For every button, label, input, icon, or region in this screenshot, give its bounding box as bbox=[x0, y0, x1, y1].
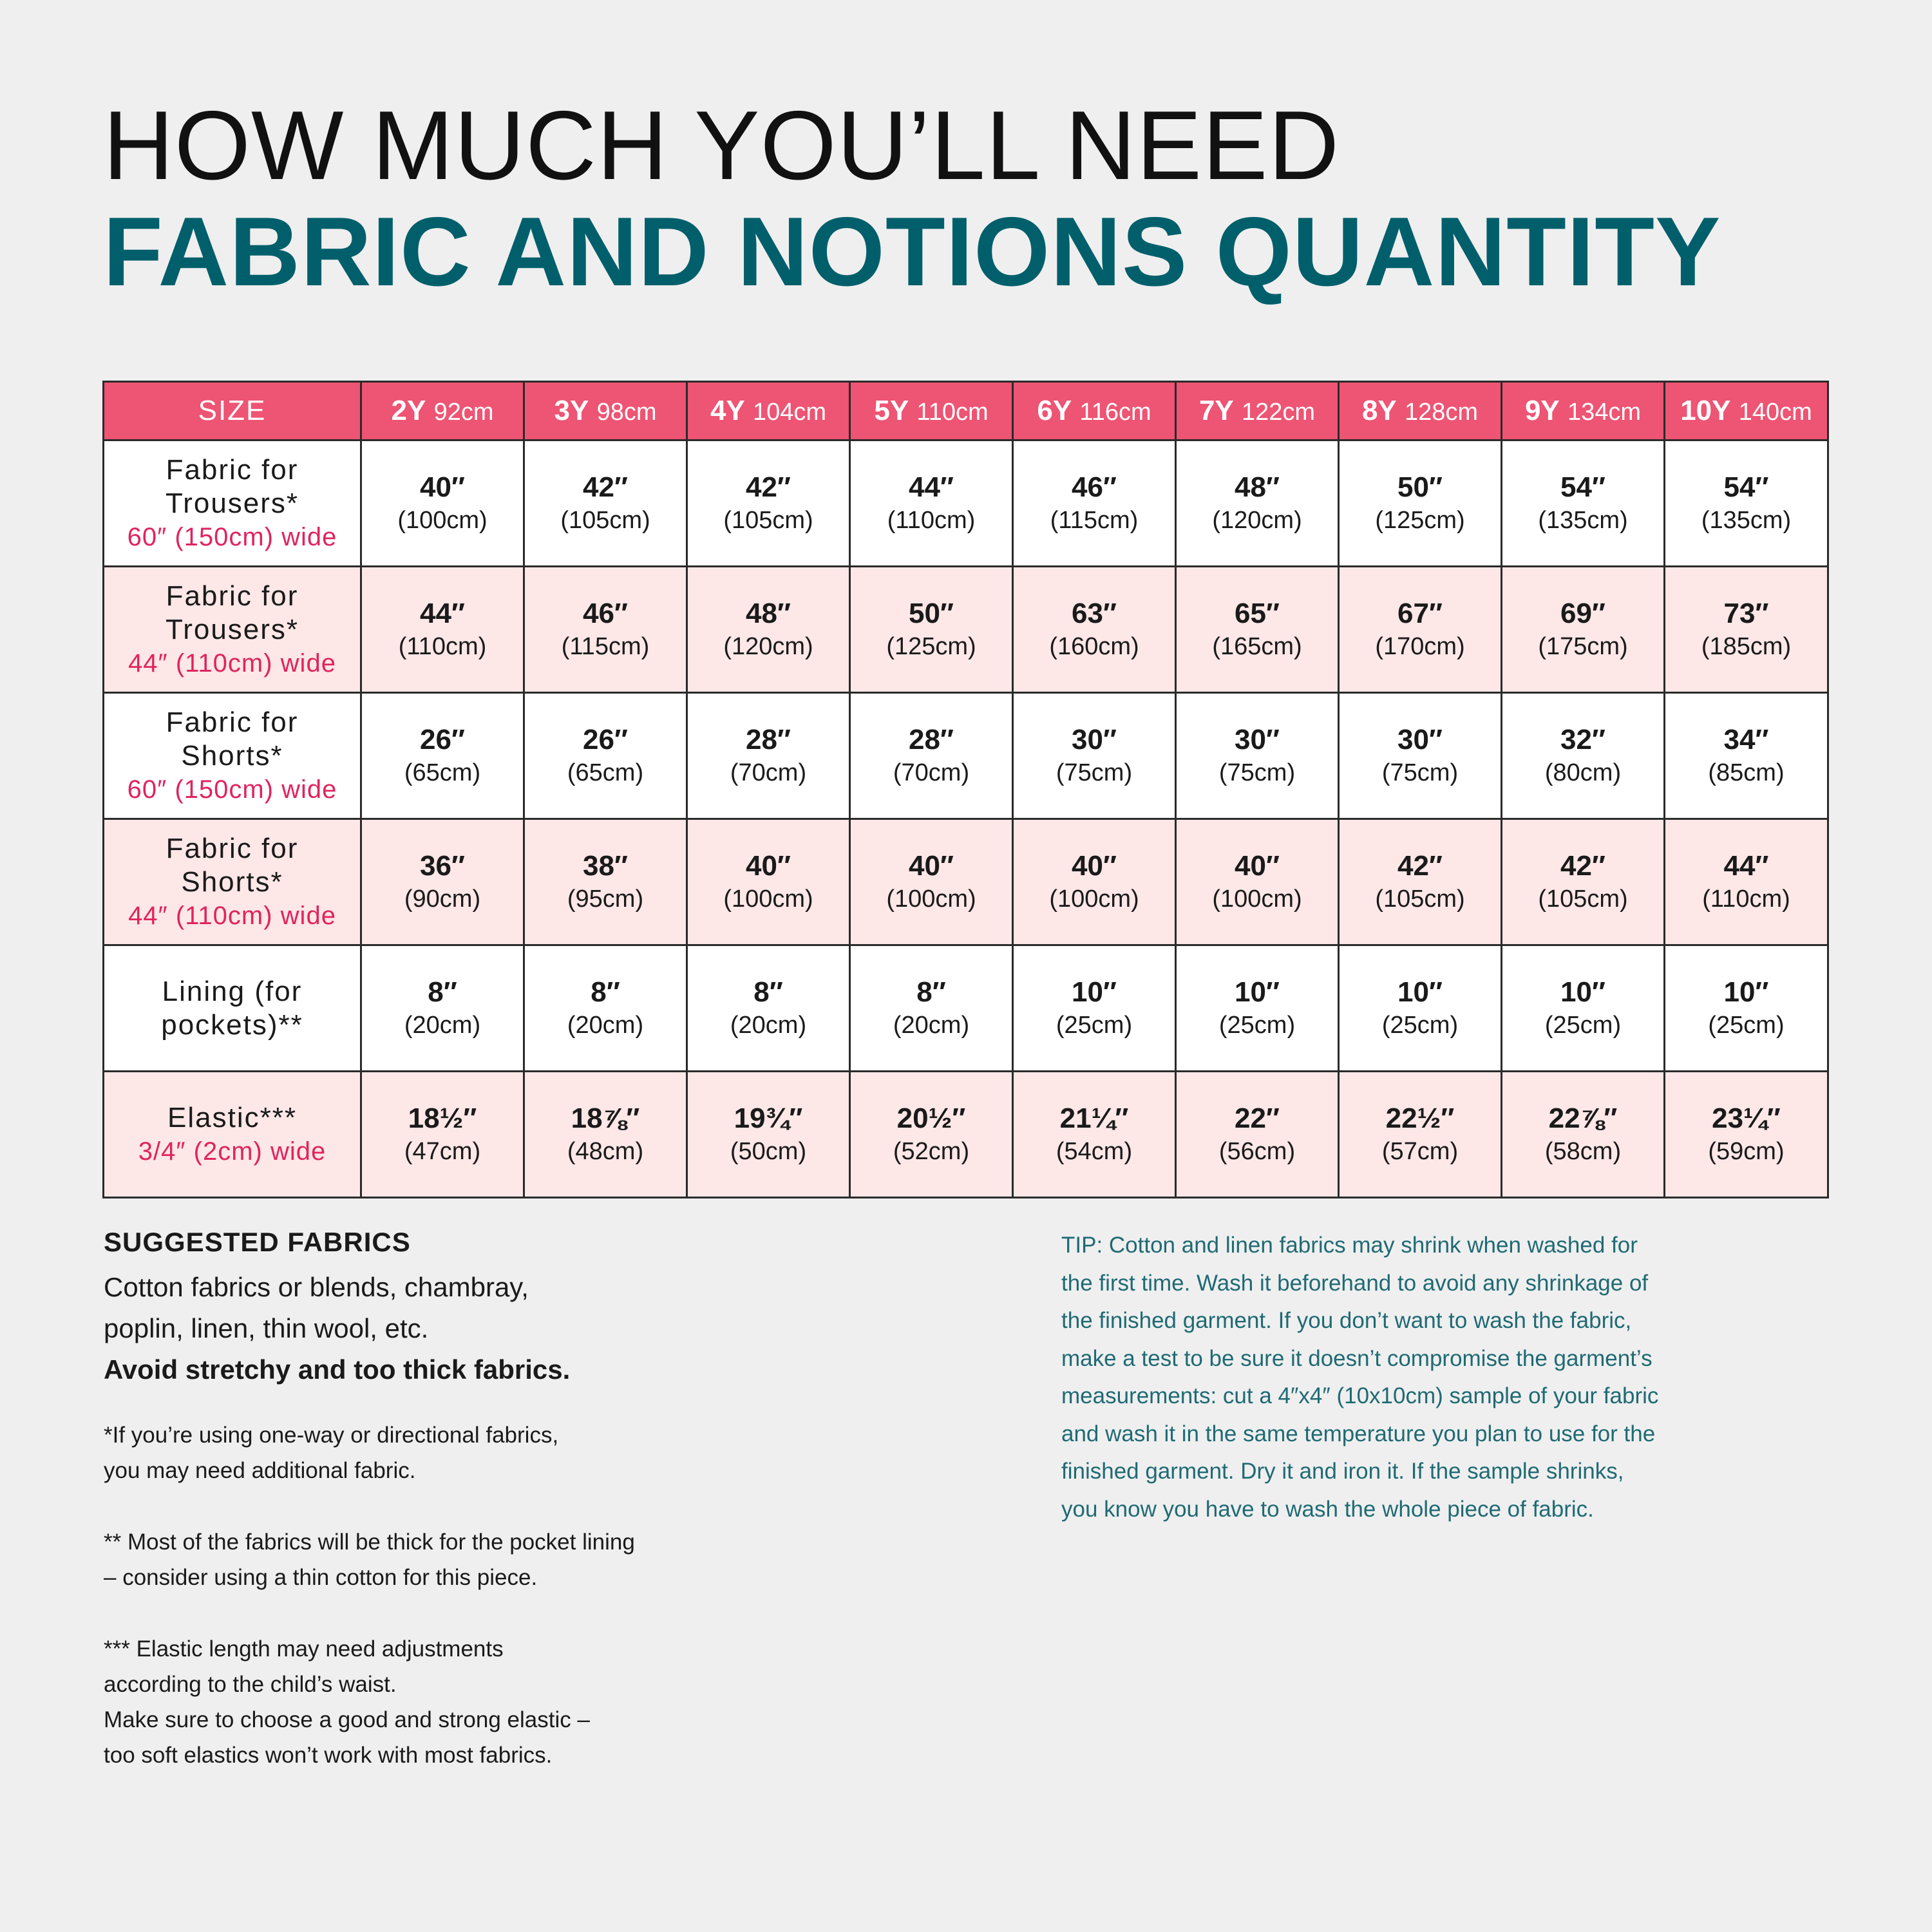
quantity-inches: 44″ bbox=[419, 597, 466, 629]
quantity-inches: 69″ bbox=[1560, 597, 1606, 629]
quantity-inches: 40″ bbox=[1071, 849, 1117, 882]
footnote-line: Make sure to choose a good and strong elastic – bbox=[104, 1707, 590, 1732]
row-label-line: Elastic*** bbox=[167, 1101, 297, 1133]
quantity-inches: 54″ bbox=[1723, 471, 1769, 503]
quantity-cm: (57cm) bbox=[1381, 1137, 1459, 1165]
quantity-inches: 22⅞″ bbox=[1548, 1102, 1618, 1134]
size-code: 4Y bbox=[710, 395, 745, 426]
quantity-inches: 48″ bbox=[1234, 471, 1280, 503]
row-label-line: Lining (for bbox=[162, 975, 303, 1007]
quantity-cm: (185cm) bbox=[1701, 632, 1792, 660]
size-column-header bbox=[361, 382, 524, 440]
quantity-inches: 32″ bbox=[1560, 723, 1606, 755]
quantity-cm: (120cm) bbox=[1212, 506, 1302, 534]
size-height: 140cm bbox=[1738, 399, 1812, 426]
quantity-cell bbox=[1013, 440, 1176, 567]
quantity-cm: (125cm) bbox=[886, 632, 976, 660]
quantity-inches: 10″ bbox=[1071, 976, 1117, 1008]
quantity-cm: (70cm) bbox=[893, 759, 970, 786]
row-label-line: Shorts* bbox=[181, 866, 283, 898]
quantity-cell bbox=[1339, 1072, 1502, 1198]
size-column-header bbox=[1502, 382, 1665, 440]
tip-line: measurements: cut a 4″x4″ (10x10cm) sample of your fabric bbox=[1061, 1383, 1659, 1408]
quantity-inches: 42″ bbox=[1560, 849, 1606, 882]
quantity-cm: (100cm) bbox=[1049, 885, 1139, 913]
quantity-inches: 20½″ bbox=[896, 1102, 966, 1134]
quantity-inches: 40″ bbox=[419, 471, 466, 503]
row-label-line: Trousers* bbox=[165, 613, 299, 645]
quantity-cm: (58cm) bbox=[1544, 1137, 1622, 1165]
quantity-cell bbox=[1176, 945, 1339, 1072]
quantity-cm: (115cm) bbox=[561, 632, 650, 660]
size-height: 128cm bbox=[1405, 399, 1479, 426]
table-row bbox=[104, 945, 1828, 1072]
fabric-warning: Avoid stretchy and too thick fabrics. bbox=[104, 1354, 571, 1385]
quantity-cell bbox=[1665, 567, 1828, 693]
footnote-line: ** Most of the fabrics will be thick for the pocket lining bbox=[104, 1530, 635, 1555]
size-code: 2Y bbox=[391, 395, 426, 426]
quantity-cm: (25cm) bbox=[1056, 1011, 1133, 1039]
quantity-cm: (52cm) bbox=[893, 1137, 970, 1165]
quantity-cm: (170cm) bbox=[1375, 632, 1465, 660]
footnote-line: according to the child’s waist. bbox=[104, 1672, 397, 1697]
quantity-inches: 30″ bbox=[1234, 723, 1280, 755]
quantity-cell bbox=[361, 1072, 524, 1198]
quantity-inches: 44″ bbox=[908, 471, 954, 503]
quantity-cell bbox=[524, 1072, 687, 1198]
size-height: 116cm bbox=[1079, 399, 1151, 426]
footnote-line: *** Elastic length may need adjustments bbox=[104, 1636, 504, 1662]
fabric-width-label: 60″ (150cm) wide bbox=[127, 522, 337, 551]
quantity-cell bbox=[687, 440, 850, 567]
quantity-cell bbox=[850, 567, 1013, 693]
quantity-cm: (25cm) bbox=[1381, 1011, 1459, 1039]
quantity-cm: (105cm) bbox=[723, 506, 813, 534]
quantity-cell bbox=[850, 945, 1013, 1072]
quantity-cm: (54cm) bbox=[1056, 1137, 1133, 1165]
quantity-cm: (65cm) bbox=[567, 759, 644, 786]
quantity-cell bbox=[687, 567, 850, 693]
fabric-width-label: 44″ (110cm) wide bbox=[128, 649, 336, 677]
fabric-width-label: 60″ (150cm) wide bbox=[127, 775, 337, 804]
row-label-line: Fabric for bbox=[166, 453, 299, 486]
quantity-inches: 10″ bbox=[1560, 976, 1606, 1008]
quantity-inches: 46″ bbox=[1071, 471, 1117, 503]
size-code: 5Y bbox=[874, 395, 909, 426]
quantity-cell bbox=[1502, 693, 1665, 819]
size-column-header bbox=[1339, 382, 1502, 440]
quantity-cell bbox=[1013, 819, 1176, 945]
size-header: SIZE bbox=[104, 382, 361, 440]
quantity-inches: 10″ bbox=[1234, 976, 1280, 1008]
quantity-cm: (20cm) bbox=[567, 1011, 644, 1039]
quantity-cm: (90cm) bbox=[404, 885, 481, 913]
quantity-cell bbox=[1502, 1072, 1665, 1198]
size-code: 6Y bbox=[1037, 395, 1072, 426]
quantity-cm: (75cm) bbox=[1381, 759, 1459, 786]
quantity-cm: (110cm) bbox=[887, 506, 976, 534]
quantity-inches: 8″ bbox=[428, 976, 457, 1008]
quantity-inches: 8″ bbox=[916, 976, 946, 1008]
quantity-inches: 10″ bbox=[1723, 976, 1769, 1008]
quantity-cell bbox=[524, 819, 687, 945]
size-column-header bbox=[687, 382, 850, 440]
quantity-inches: 18⅞″ bbox=[571, 1102, 640, 1134]
row-label-line: Fabric for bbox=[166, 706, 299, 738]
quantity-inches: 8″ bbox=[753, 976, 783, 1008]
quantity-cm: (85cm) bbox=[1708, 759, 1785, 786]
quantity-cell bbox=[1176, 567, 1339, 693]
quantity-inches: 46″ bbox=[582, 597, 629, 629]
quantity-cell bbox=[361, 440, 524, 567]
quantity-cell bbox=[361, 693, 524, 819]
row-label bbox=[104, 1072, 361, 1198]
quantity-inches: 26″ bbox=[582, 723, 629, 755]
suggested-fabrics-line: poplin, linen, thin wool, etc. bbox=[104, 1313, 429, 1343]
size-height: 104cm bbox=[753, 399, 827, 426]
quantity-cell bbox=[850, 819, 1013, 945]
quantity-cell bbox=[361, 819, 524, 945]
quantity-cell bbox=[1013, 567, 1176, 693]
quantity-cm: (95cm) bbox=[567, 885, 644, 913]
size-column-header bbox=[524, 382, 687, 440]
quantity-cm: (125cm) bbox=[1375, 506, 1465, 534]
quantity-cm: (100cm) bbox=[397, 506, 488, 534]
quantity-cm: (110cm) bbox=[398, 632, 487, 660]
table-row bbox=[104, 693, 1828, 819]
page-subtitle: FABRIC AND NOTIONS QUANTITY bbox=[103, 197, 1721, 307]
quantity-cm: (175cm) bbox=[1538, 632, 1628, 660]
fabric-width-label: 3/4″ (2cm) wide bbox=[138, 1137, 327, 1166]
quantity-cell bbox=[1665, 1072, 1828, 1198]
quantity-cm: (120cm) bbox=[723, 632, 813, 660]
row-label-line: Fabric for bbox=[166, 832, 299, 864]
row-label-line: pockets)** bbox=[161, 1009, 303, 1041]
size-height: 122cm bbox=[1242, 399, 1316, 426]
quantity-inches: 40″ bbox=[908, 849, 954, 882]
size-height: 92cm bbox=[433, 399, 494, 426]
quantity-cell bbox=[1176, 819, 1339, 945]
row-label bbox=[104, 693, 361, 819]
quantity-cm: (80cm) bbox=[1544, 759, 1622, 786]
quantity-cm: (105cm) bbox=[1375, 885, 1465, 913]
row-label bbox=[104, 945, 361, 1072]
row-label bbox=[104, 567, 361, 693]
quantity-inches: 54″ bbox=[1560, 471, 1606, 503]
quantity-inches: 34″ bbox=[1723, 723, 1769, 755]
quantity-inches: 22½″ bbox=[1385, 1102, 1455, 1134]
quantity-inches: 19¾″ bbox=[734, 1102, 803, 1134]
size-code: 8Y bbox=[1361, 395, 1397, 426]
footnote-line: – consider using a thin cotton for this piece. bbox=[104, 1565, 538, 1590]
quantity-cm: (75cm) bbox=[1218, 759, 1296, 786]
footnote-line: *If you’re using one-way or directional fabrics, bbox=[104, 1423, 559, 1448]
quantity-cm: (115cm) bbox=[1050, 506, 1139, 534]
quantity-cell bbox=[1176, 693, 1339, 819]
quantity-inches: 48″ bbox=[745, 597, 791, 629]
quantity-cell bbox=[687, 945, 850, 1072]
quantity-cell bbox=[1502, 567, 1665, 693]
row-label-line: Fabric for bbox=[166, 580, 299, 612]
tip-line: and wash it in the same temperature you plan to use for the bbox=[1061, 1421, 1656, 1446]
quantity-inches: 8″ bbox=[591, 976, 620, 1008]
quantity-inches: 30″ bbox=[1071, 723, 1117, 755]
row-label-line: Shorts* bbox=[181, 739, 283, 772]
quantity-inches: 40″ bbox=[1234, 849, 1280, 882]
quantity-cell bbox=[1502, 819, 1665, 945]
quantity-cell bbox=[850, 693, 1013, 819]
quantity-cm: (20cm) bbox=[730, 1011, 807, 1039]
size-code: 7Y bbox=[1198, 395, 1234, 426]
quantity-cm: (135cm) bbox=[1701, 506, 1792, 534]
table-row bbox=[104, 440, 1828, 567]
quantity-cell bbox=[524, 945, 687, 1072]
header-row bbox=[104, 382, 1828, 440]
quantity-inches: 28″ bbox=[745, 723, 791, 755]
quantity-cell bbox=[1339, 693, 1502, 819]
tip-line: TIP: Cotton and linen fabrics may shrink when washed for bbox=[1061, 1233, 1638, 1258]
quantity-inches: 50″ bbox=[908, 597, 954, 629]
footnote-line: too soft elastics won’t work with most fabrics. bbox=[104, 1743, 553, 1768]
washing-tip bbox=[1061, 1227, 1783, 1528]
quantity-cell bbox=[687, 819, 850, 945]
quantity-cm: (25cm) bbox=[1544, 1011, 1622, 1039]
quantity-inches: 30″ bbox=[1397, 723, 1443, 755]
size-height: 110cm bbox=[916, 399, 989, 426]
suggested-fabrics-heading: SUGGESTED FABRICS bbox=[104, 1227, 411, 1257]
quantity-inches: 21¼″ bbox=[1059, 1102, 1129, 1134]
table-row bbox=[104, 567, 1828, 693]
suggested-fabrics-section bbox=[104, 1227, 1005, 1773]
quantity-cell bbox=[1502, 440, 1665, 567]
size-column-header bbox=[1013, 382, 1176, 440]
quantity-cell bbox=[1665, 819, 1828, 945]
quantity-cell bbox=[1339, 440, 1502, 567]
quantity-cell bbox=[850, 440, 1013, 567]
quantity-cm: (105cm) bbox=[1538, 885, 1628, 913]
quantity-inches: 42″ bbox=[582, 471, 629, 503]
quantity-inches: 44″ bbox=[1723, 849, 1769, 882]
quantity-cell bbox=[1339, 945, 1502, 1072]
quantity-cell bbox=[1502, 945, 1665, 1072]
size-height: 98cm bbox=[596, 399, 657, 426]
quantity-inches: 50″ bbox=[1397, 471, 1443, 503]
size-code: 9Y bbox=[1524, 395, 1560, 426]
quantity-cell bbox=[1665, 693, 1828, 819]
size-column-header bbox=[1665, 382, 1828, 440]
page-title: HOW MUCH YOU’LL NEED bbox=[103, 91, 1340, 200]
quantity-cm: (65cm) bbox=[404, 759, 481, 786]
quantity-cell bbox=[1013, 693, 1176, 819]
tip-line: you know you have to wash the whole piece of fabric. bbox=[1061, 1496, 1594, 1522]
size-code: 10Y bbox=[1680, 395, 1731, 426]
tip-line: finished garment. Dry it and iron it. If the sample shrinks, bbox=[1061, 1459, 1624, 1484]
quantity-cm: (165cm) bbox=[1212, 632, 1302, 660]
fabric-width-label: 44″ (110cm) wide bbox=[128, 901, 336, 930]
quantity-inches: 42″ bbox=[745, 471, 791, 503]
suggested-fabrics-line: Cotton fabrics or blends, chambray, bbox=[104, 1272, 529, 1302]
quantity-cell bbox=[1665, 440, 1828, 567]
quantity-cm: (48cm) bbox=[567, 1137, 644, 1165]
size-code: 3Y bbox=[554, 395, 589, 426]
quantity-cell bbox=[524, 440, 687, 567]
size-column-header bbox=[1176, 382, 1339, 440]
quantity-inches: 38″ bbox=[582, 849, 629, 882]
tip-line: make a test to be sure it doesn’t compromise the garment’s bbox=[1061, 1345, 1653, 1371]
quantity-cell bbox=[687, 1072, 850, 1198]
tip-line: the first time. Wash it beforehand to avoid any shrinkage of bbox=[1061, 1270, 1649, 1296]
quantity-inches: 73″ bbox=[1723, 597, 1769, 629]
tip-line: the finished garment. If you don’t want to wash the fabric, bbox=[1061, 1308, 1632, 1333]
quantity-inches: 36″ bbox=[419, 849, 466, 882]
quantity-cell bbox=[1176, 440, 1339, 567]
quantity-cm: (105cm) bbox=[560, 506, 650, 534]
fabric-quantity-table bbox=[102, 381, 1829, 1198]
quantity-inches: 10″ bbox=[1397, 976, 1443, 1008]
quantity-cm: (100cm) bbox=[886, 885, 976, 913]
quantity-cm: (110cm) bbox=[1702, 885, 1790, 913]
table-row bbox=[104, 819, 1828, 945]
quantity-cm: (25cm) bbox=[1708, 1011, 1785, 1039]
quantity-cm: (75cm) bbox=[1056, 759, 1133, 786]
quantity-cm: (100cm) bbox=[723, 885, 813, 913]
row-label bbox=[104, 819, 361, 945]
quantity-cell bbox=[361, 945, 524, 1072]
quantity-cell bbox=[524, 693, 687, 819]
quantity-cm: (70cm) bbox=[730, 759, 807, 786]
size-height: 134cm bbox=[1567, 399, 1642, 426]
quantity-cell bbox=[1013, 945, 1176, 1072]
quantity-cell bbox=[1665, 945, 1828, 1072]
quantity-inches: 22″ bbox=[1234, 1102, 1280, 1134]
quantity-inches: 18½″ bbox=[408, 1102, 477, 1134]
quantity-inches: 40″ bbox=[745, 849, 791, 882]
quantity-cm: (20cm) bbox=[893, 1011, 970, 1039]
quantity-cm: (59cm) bbox=[1708, 1137, 1785, 1165]
quantity-inches: 28″ bbox=[908, 723, 954, 755]
footnote-line: you may need additional fabric. bbox=[104, 1458, 416, 1483]
quantity-inches: 65″ bbox=[1234, 597, 1280, 629]
quantity-cm: (50cm) bbox=[730, 1137, 807, 1165]
quantity-cm: (47cm) bbox=[404, 1137, 481, 1165]
quantity-cm: (135cm) bbox=[1538, 506, 1628, 534]
quantity-cell bbox=[850, 1072, 1013, 1198]
quantity-cell bbox=[1013, 1072, 1176, 1198]
quantity-cm: (25cm) bbox=[1218, 1011, 1296, 1039]
quantity-cell bbox=[687, 693, 850, 819]
size-column-header bbox=[850, 382, 1013, 440]
quantity-cell bbox=[1176, 1072, 1339, 1198]
quantity-cm: (56cm) bbox=[1218, 1137, 1296, 1165]
quantity-cell bbox=[524, 567, 687, 693]
quantity-cell bbox=[1339, 819, 1502, 945]
table-body bbox=[104, 440, 1828, 1198]
quantity-inches: 63″ bbox=[1071, 597, 1117, 629]
table-row bbox=[104, 1072, 1828, 1198]
row-label bbox=[104, 440, 361, 567]
quantity-inches: 67″ bbox=[1397, 597, 1443, 629]
row-label-line: Trousers* bbox=[165, 487, 299, 519]
quantity-cm: (100cm) bbox=[1212, 885, 1302, 913]
quantity-cell bbox=[1339, 567, 1502, 693]
quantity-cm: (160cm) bbox=[1049, 632, 1139, 660]
quantity-inches: 26″ bbox=[419, 723, 466, 755]
quantity-cm: (20cm) bbox=[404, 1011, 481, 1039]
quantity-inches: 42″ bbox=[1397, 849, 1443, 882]
quantity-inches: 23¼″ bbox=[1712, 1102, 1781, 1134]
quantity-cell bbox=[361, 567, 524, 693]
